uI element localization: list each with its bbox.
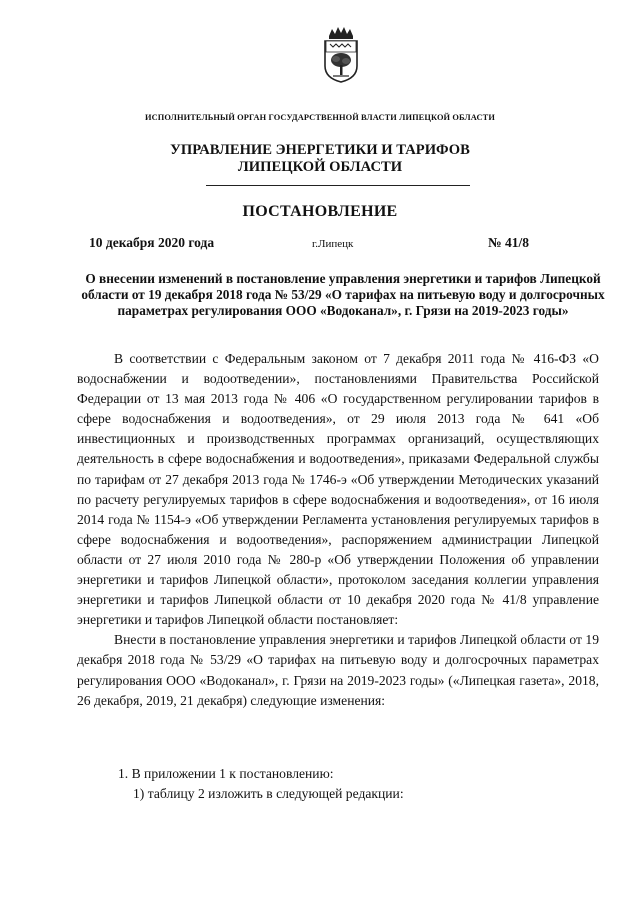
body-paragraph-preamble: В соответствии с Федеральным законом от 7 декабря 2011 года № 416-ФЗ «О водоснабжении и водоотведении», постановлениями Правительства Российской Федерации от 13 мая 2013 года № 406 «О государственном регулировании тарифов в сфере водоснабжения и водоотведения», от 29 июля 2013 года № 641 «Об инвестиционных и производственных программах организаций, осуществляющих деятельность в сфере водоснабжения и водоотведения», приказами Федеральной службы по тарифам от 27 декабря 2013 года № 1746-э «Об утверждении Методических указаний по расчету регулируемых тарифов в сфере водоснабжения и водоотведения», от 16 июля 2014 года № 1154-э «Об утверждении Регламента установления регулируемых тарифов в сфере водоснабжения и водоотведения», распоряжением администрации Липецкой области от 27 июля 2010 года № 280-р «Об утверждении Положения об управлении энергетики и тарифов Липецкой области», протоколом заседания коллегии управления энергетики и тарифов Липецкой области от 10 декабря 2020 года № 41/8 управление энергетики и тарифов Липецкой области постановляет: bbox=[77, 351, 599, 628]
list-item-1: 1. В приложении 1 к постановлению: bbox=[118, 766, 334, 781]
department-name-line2: ЛИПЕЦКОЙ ОБЛАСТИ bbox=[237, 159, 403, 175]
department-name-line1: УПРАВЛЕНИЕ ЭНЕРГЕТИКИ И ТАРИФОВ bbox=[170, 142, 470, 158]
body-paragraph-resolution: Внести в постановление управления энергетики и тарифов Липецкой области от 19 декабря 2018 года № 53/29 «О тарифах на питьевую воду и долгосрочных параметрах регулирования ООО «Водоканал», г. Грязи на 2019-2023 годы» («Липецкая газета», 2018, 26 декабря, 2019, 21 декабря) следующие изменения: bbox=[77, 632, 599, 708]
document-city: г.Липецк bbox=[312, 238, 354, 250]
document-number: № 41/8 bbox=[488, 235, 529, 250]
header-divider bbox=[206, 185, 470, 186]
list-subitem-1: 1) таблицу 2 изложить в следующей редакции: bbox=[133, 786, 404, 801]
document-date: 10 декабря 2020 года bbox=[89, 235, 215, 250]
document-subject: О внесении изменений в постановление управления энергетики и тарифов Липецкой области от 19 декабря 2018 года № 53/29 «О тарифах на питьевую воду и долгосрочных параметрах регулирования ООО «Водоканал», г. Грязи на 2019-2023 годы» bbox=[81, 271, 605, 318]
document-type-title: ПОСТАНОВЛЕНИЕ bbox=[242, 203, 398, 220]
issuer-authority: ИСПОЛНИТЕЛЬНЫЙ ОРГАН ГОСУДАРСТВЕННОЙ ВЛАСТИ ЛИПЕЦКОЙ ОБЛАСТИ bbox=[145, 113, 495, 122]
department-name bbox=[0, 142, 640, 176]
document-body bbox=[77, 349, 599, 711]
lipetsk-coat-of-arms-icon bbox=[321, 26, 361, 84]
